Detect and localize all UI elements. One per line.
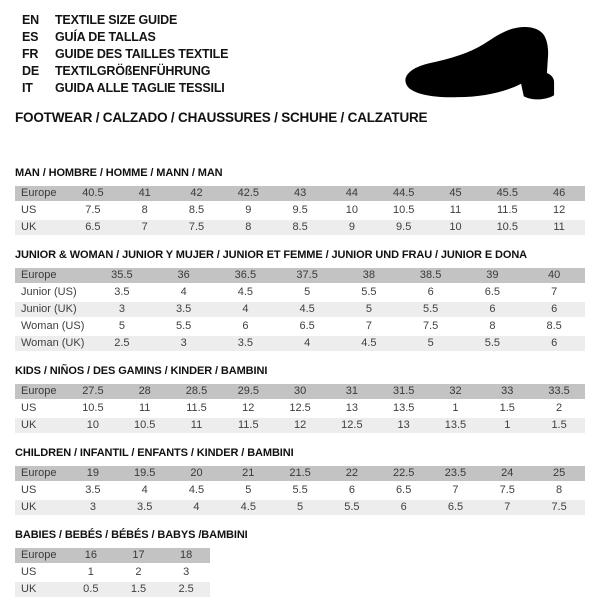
size-value: 1.5 xyxy=(115,582,163,597)
row-label: Europe xyxy=(15,186,67,201)
size-value: 12.5 xyxy=(326,418,378,433)
size-section-0 xyxy=(15,167,585,237)
size-section-2 xyxy=(15,365,585,435)
size-value: 45 xyxy=(430,186,482,201)
table-row xyxy=(15,565,210,580)
size-value: 38.5 xyxy=(400,268,462,283)
size-value: 22 xyxy=(326,466,378,481)
size-section-1 xyxy=(15,249,585,353)
language-code: ES xyxy=(22,30,39,44)
size-value: 13.5 xyxy=(430,418,482,433)
size-value: 33.5 xyxy=(533,384,585,399)
row-label: US xyxy=(21,204,37,216)
section-title: BABIES / BEBÉS / BÉBÉS / BABYS /BAMBINI xyxy=(15,529,248,541)
category-title: FOOTWEAR / CALZADO / CHAUSSURES / SCHUHE / CALZATURE xyxy=(15,110,428,125)
size-value: 31 xyxy=(326,384,378,399)
size-value: 2.5 xyxy=(162,582,210,597)
row-label: Junior (US) xyxy=(21,286,77,298)
section-title: KIDS / NIÑOS / DES GAMINS / KINDER / BAMBINI xyxy=(15,365,268,377)
language-label: GUIDA ALLE TAGLIE TESSILI xyxy=(55,81,225,95)
size-value: 4.5 xyxy=(188,484,205,496)
row-label: Europe xyxy=(15,548,67,563)
size-value: 4.5 xyxy=(276,302,338,317)
size-value: 7 xyxy=(119,220,171,235)
size-value: 8.5 xyxy=(274,220,326,235)
row-label: UK xyxy=(15,582,67,597)
table-row xyxy=(15,582,210,597)
size-value: 7 xyxy=(365,320,372,332)
size-value: 32 xyxy=(430,384,482,399)
size-value: 7 xyxy=(481,500,533,515)
size-value: 3.5 xyxy=(114,286,130,298)
size-value: 4 xyxy=(215,302,277,317)
size-value: 10.5 xyxy=(119,418,171,433)
size-value: 1.5 xyxy=(533,418,585,433)
size-value: 3 xyxy=(67,500,119,515)
size-value: 5 xyxy=(400,336,462,351)
row-label: Woman (US) xyxy=(21,320,85,332)
size-value: 9 xyxy=(245,204,252,216)
language-label: GUÍA DE TALLAS xyxy=(55,30,156,44)
size-value: 36.5 xyxy=(215,268,277,283)
shoe-icon xyxy=(398,24,580,106)
language-code: EN xyxy=(22,13,39,27)
size-value: 37.5 xyxy=(276,268,338,283)
size-value: 6 xyxy=(462,302,524,317)
size-value: 19 xyxy=(67,466,119,481)
size-value: 11.5 xyxy=(496,204,518,216)
size-value: 11.5 xyxy=(222,418,274,433)
size-value: 4 xyxy=(180,286,187,298)
size-value: 12 xyxy=(552,204,566,216)
size-value: 7.5 xyxy=(533,500,585,515)
size-value: 10.5 xyxy=(392,204,415,216)
size-value: 1 xyxy=(481,418,533,433)
table-row xyxy=(15,384,585,399)
size-value: 28.5 xyxy=(171,384,223,399)
size-value: 4 xyxy=(171,500,223,515)
size-value: 9 xyxy=(326,220,378,235)
size-value: 8.5 xyxy=(188,204,205,216)
size-value: 3.5 xyxy=(215,336,277,351)
size-value: 4.5 xyxy=(338,336,400,351)
size-value: 9.5 xyxy=(378,220,430,235)
language-label: TEXTILE SIZE GUIDE xyxy=(55,13,178,27)
table-row xyxy=(15,466,585,481)
size-value: 10.5 xyxy=(82,402,104,414)
size-value: 2 xyxy=(135,566,142,578)
table-row xyxy=(15,302,585,317)
size-value: 5.5 xyxy=(292,484,308,496)
size-value: 3.5 xyxy=(85,484,101,496)
size-value: 7.5 xyxy=(85,204,101,216)
row-label: Woman (UK) xyxy=(15,336,91,351)
size-value: 12 xyxy=(242,402,255,414)
size-value: 42 xyxy=(171,186,223,201)
size-value: 4.5 xyxy=(222,500,274,515)
size-value: 5.5 xyxy=(400,302,462,317)
size-value: 6 xyxy=(523,336,585,351)
table-row xyxy=(15,336,585,351)
size-value: 5 xyxy=(274,500,326,515)
size-value: 5.5 xyxy=(462,336,524,351)
size-value: 20 xyxy=(171,466,223,481)
table-row xyxy=(15,319,585,334)
size-value: 44 xyxy=(326,186,378,201)
size-value: 46 xyxy=(533,186,585,201)
size-value: 6.5 xyxy=(430,500,482,515)
size-value: 6.5 xyxy=(396,484,412,496)
row-label: UK xyxy=(15,500,67,515)
table-row xyxy=(15,268,585,283)
size-value: 6.5 xyxy=(67,220,119,235)
size-value: 6.5 xyxy=(484,286,501,298)
size-value: 6 xyxy=(523,302,585,317)
size-value: 12.5 xyxy=(289,402,311,414)
table-row xyxy=(15,220,585,235)
size-value: 7 xyxy=(452,484,459,496)
size-value: 3 xyxy=(91,302,153,317)
size-value: 4 xyxy=(141,484,148,496)
size-value: 5 xyxy=(304,286,311,298)
size-value: 33 xyxy=(481,384,533,399)
language-code: IT xyxy=(22,81,33,95)
table-row xyxy=(15,483,585,498)
size-value: 1 xyxy=(87,566,94,578)
size-value: 6 xyxy=(242,320,249,332)
row-label: Europe xyxy=(15,466,67,481)
size-value: 3 xyxy=(183,566,190,578)
size-table xyxy=(15,266,585,353)
size-value: 3.5 xyxy=(119,500,171,515)
row-label: Europe xyxy=(15,384,67,399)
size-value: 11 xyxy=(533,220,585,235)
size-value: 2.5 xyxy=(91,336,153,351)
row-label: Europe xyxy=(15,268,91,283)
size-value: 42.5 xyxy=(222,186,274,201)
size-value: 5 xyxy=(245,484,252,496)
size-value: 5.5 xyxy=(326,500,378,515)
size-value: 7 xyxy=(551,286,558,298)
section-title: CHILDREN / INFANTIL / ENFANTS / KINDER / BAMBINI xyxy=(15,447,294,459)
size-value: 31.5 xyxy=(378,384,430,399)
size-value: 11 xyxy=(171,418,223,433)
size-value: 10.5 xyxy=(481,220,533,235)
size-value: 6 xyxy=(378,500,430,515)
language-label: GUIDE DES TAILLES TEXTILE xyxy=(55,47,229,61)
size-value: 40 xyxy=(523,268,585,283)
size-value: 0.5 xyxy=(67,582,115,597)
size-table xyxy=(15,464,585,517)
table-row xyxy=(15,500,585,515)
size-value: 28 xyxy=(119,384,171,399)
size-value: 4.5 xyxy=(237,286,254,298)
size-value: 38 xyxy=(338,268,400,283)
size-value: 17 xyxy=(115,548,163,563)
size-value: 1 xyxy=(452,402,459,414)
size-value: 18 xyxy=(162,548,210,563)
size-value: 11 xyxy=(449,204,462,216)
size-table xyxy=(15,382,585,435)
size-value: 8 xyxy=(489,320,496,332)
size-value: 5.5 xyxy=(175,320,192,332)
language-label: TEXTILGRÖßENFÜHRUNG xyxy=(55,64,211,78)
size-table xyxy=(15,184,585,237)
size-value: 4 xyxy=(276,336,338,351)
row-label: US xyxy=(21,566,37,578)
size-value: 29.5 xyxy=(222,384,274,399)
size-value: 39 xyxy=(462,268,524,283)
size-value: 9.5 xyxy=(292,204,308,216)
size-value: 11.5 xyxy=(186,402,207,414)
size-value: 3.5 xyxy=(153,302,215,317)
size-value: 8 xyxy=(222,220,274,235)
size-value: 11 xyxy=(138,402,151,414)
size-value: 10 xyxy=(345,204,358,216)
size-value: 10 xyxy=(67,418,119,433)
row-label: US xyxy=(21,402,37,414)
row-label: UK xyxy=(15,418,67,433)
size-value: 25 xyxy=(533,466,585,481)
size-value: 30 xyxy=(274,384,326,399)
size-value: 6 xyxy=(348,484,355,496)
row-label: UK xyxy=(15,220,67,235)
size-value: 24 xyxy=(481,466,533,481)
size-value: 21 xyxy=(222,466,274,481)
size-value: 43 xyxy=(274,186,326,201)
size-value: 5 xyxy=(338,302,400,317)
size-value: 40.5 xyxy=(67,186,119,201)
size-value: 16 xyxy=(67,548,115,563)
size-value: 7.5 xyxy=(171,220,223,235)
size-value: 22.5 xyxy=(378,466,430,481)
size-value: 45.5 xyxy=(481,186,533,201)
size-value: 6.5 xyxy=(299,320,315,332)
size-value: 12 xyxy=(274,418,326,433)
size-value: 8 xyxy=(141,204,148,216)
size-value: 6 xyxy=(427,286,434,298)
table-row xyxy=(15,203,585,218)
row-label: US xyxy=(21,484,37,496)
table-row xyxy=(15,548,210,563)
size-section-3 xyxy=(15,447,585,517)
row-label: Junior (UK) xyxy=(15,302,91,317)
size-tables xyxy=(15,167,585,599)
size-value: 3 xyxy=(153,336,215,351)
table-row xyxy=(15,186,585,201)
size-value: 5.5 xyxy=(361,286,377,298)
size-value: 10 xyxy=(430,220,482,235)
size-value: 41 xyxy=(119,186,171,201)
size-value: 7.5 xyxy=(422,320,439,332)
size-value: 13 xyxy=(378,418,430,433)
size-value: 13 xyxy=(345,402,358,414)
size-value: 27.5 xyxy=(67,384,119,399)
size-value: 5 xyxy=(118,320,125,332)
language-code: FR xyxy=(22,47,39,61)
size-value: 35.5 xyxy=(91,268,153,283)
size-value: 8.5 xyxy=(546,320,562,332)
size-value: 7.5 xyxy=(499,484,515,496)
section-title: JUNIOR & WOMAN / JUNIOR Y MUJER / JUNIOR ET FEMME / JUNIOR UND FRAU / JUNIOR E DONA xyxy=(15,249,528,261)
size-value: 23.5 xyxy=(430,466,482,481)
size-value: 2 xyxy=(556,402,563,414)
size-value: 19.5 xyxy=(119,466,171,481)
size-value: 8 xyxy=(556,484,563,496)
language-code: DE xyxy=(22,64,39,78)
table-row xyxy=(15,418,585,433)
size-value: 21.5 xyxy=(274,466,326,481)
size-section-4 xyxy=(15,529,585,599)
table-row xyxy=(15,285,585,300)
size-value: 44.5 xyxy=(378,186,430,201)
size-value: 36 xyxy=(153,268,215,283)
size-value: 13.5 xyxy=(392,402,415,414)
size-value: 1.5 xyxy=(499,402,515,414)
size-table xyxy=(15,546,210,599)
section-title: MAN / HOMBRE / HOMME / MANN / MAN xyxy=(15,167,223,179)
table-row xyxy=(15,401,585,416)
